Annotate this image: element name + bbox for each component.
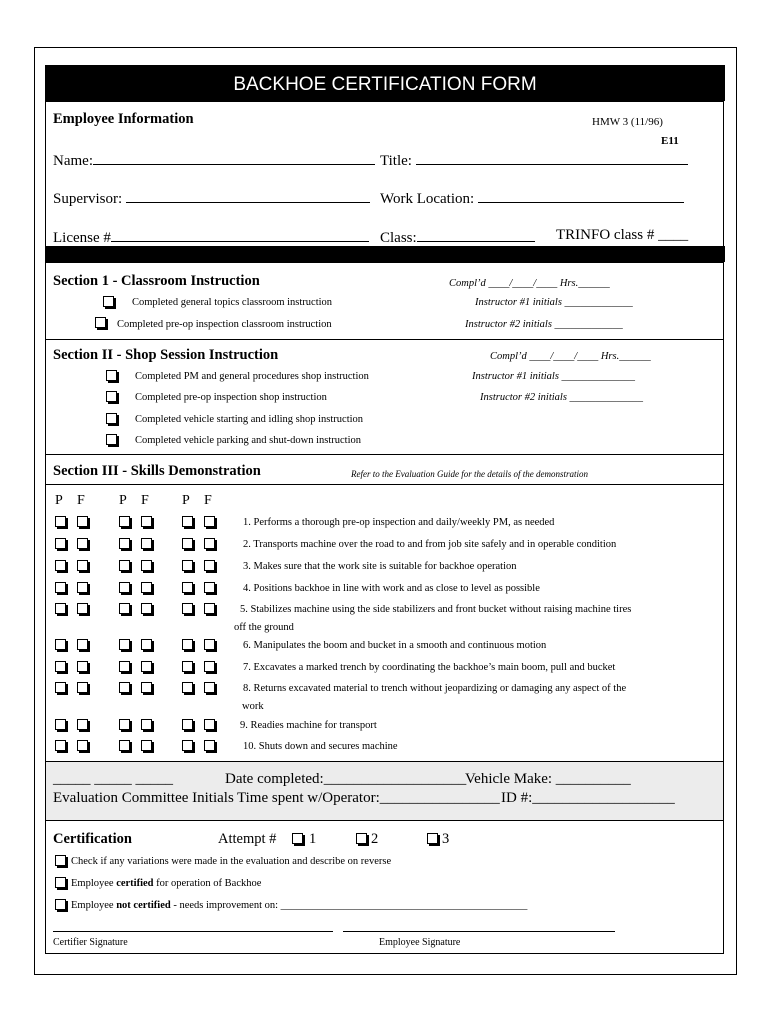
section2-item-1: Completed PM and general procedures shop instruction [135,371,369,382]
skill-item-7: 7. Excavates a marked trench by coordinating the backhoe’s main boom, pull and bucket [243,662,616,673]
skill-10-fail-checkbox-2[interactable] [141,740,152,751]
variations-checkbox[interactable] [55,855,66,866]
skill-6-pass-checkbox-1[interactable] [55,639,66,650]
skill-7-pass-checkbox-2[interactable] [119,661,130,672]
name-row [53,150,375,170]
skill-8-fail-checkbox-3[interactable] [204,682,215,693]
not-certified-checkbox[interactable] [55,899,66,910]
certification-heading: Certification [53,831,132,847]
skill-item-3: 3. Makes sure that the work site is suitable for backhoe operation [243,561,517,572]
skill-8-pass-checkbox-3[interactable] [182,682,193,693]
certified-label [71,878,261,889]
skill-5-pass-checkbox-2[interactable] [119,603,130,614]
skill-9-fail-checkbox-3[interactable] [204,719,215,730]
form-code: HMW 3 (11/96) [592,116,663,128]
skill-item-8: 8. Returns excavated material to trench without jeopardizing or damaging any aspect of the [243,683,627,694]
section2-checkbox-3[interactable] [106,413,117,424]
attempt-3-label: 3 [442,831,450,847]
name-field[interactable] [93,150,375,165]
skill-3-fail-checkbox-1[interactable] [77,560,88,571]
form-id: E11 [661,135,679,147]
title-field[interactable] [416,150,688,165]
not-certified-pre: Employee [71,900,117,911]
initial-blanks[interactable]: _____ _____ _____ [53,771,173,787]
skill-5-fail-checkbox-2[interactable] [141,603,152,614]
section3-note: Refer to the Evaluation Guide for the details of the demonstration [351,469,588,479]
attempt-2-checkbox[interactable] [356,833,367,844]
skill-10-pass-checkbox-3[interactable] [182,740,193,751]
attempt-2-label: 2 [371,831,379,847]
skill-item-5-continued: off the ground [234,622,294,633]
variations-label: Check if any variations were made in the evaluation and describe on reverse [71,856,392,867]
certified-checkbox[interactable] [55,877,66,888]
skill-7-fail-checkbox-3[interactable] [204,661,215,672]
form-title: BACKHOE CERTIFICATION FORM [45,65,725,101]
employee-info-heading: Employee Information [53,111,194,127]
certified-bold: certified [116,878,154,889]
skill-1-fail-checkbox-2[interactable] [141,516,152,527]
skill-2-pass-checkbox-3[interactable] [182,538,193,549]
skill-item-8-continued: work [242,701,264,712]
section1-checkbox-1[interactable] [103,296,114,307]
section2-instructor-1[interactable]: Instructor #1 initials ______________ [472,371,636,382]
pf-header-fail-2: F [141,493,149,508]
skill-2-pass-checkbox-2[interactable] [119,538,130,549]
pf-header-pass-3: P [182,493,190,508]
skill-9-fail-checkbox-1[interactable] [77,719,88,730]
pf-header-pass-1: P [55,493,63,508]
skill-3-fail-checkbox-3[interactable] [204,560,215,571]
skill-3-pass-checkbox-2[interactable] [119,560,130,571]
pf-header-pass-2: P [119,493,127,508]
skill-1-fail-checkbox-3[interactable] [204,516,215,527]
skill-5-pass-checkbox-1[interactable] [55,603,66,614]
certifier-signature-line[interactable] [53,931,333,932]
skill-5-fail-checkbox-1[interactable] [77,603,88,614]
section2-completed[interactable]: Compl’d ____/____/____ Hrs.______ [490,351,651,362]
skill-7-pass-checkbox-3[interactable] [182,661,193,672]
skill-1-pass-checkbox-1[interactable] [55,516,66,527]
pf-header-fail-3: F [204,493,212,508]
skill-9-pass-checkbox-3[interactable] [182,719,193,730]
attempt-1-label: 1 [309,831,317,847]
skill-7-fail-checkbox-1[interactable] [77,661,88,672]
name-label: Name: [53,153,93,169]
skill-5-pass-checkbox-3[interactable] [182,603,193,614]
section2-item-4: Completed vehicle parking and shut-down instruction [135,435,361,446]
section2-heading: Section II - Shop Session Instruction [53,347,279,363]
skill-8-fail-checkbox-1[interactable] [77,682,88,693]
supervisor-label: Supervisor: [53,191,123,207]
skill-3-fail-checkbox-2[interactable] [141,560,152,571]
skill-8-pass-checkbox-1[interactable] [55,682,66,693]
committee-initials-label: Evaluation Committee Initials [53,790,234,806]
pf-header-fail-1: F [77,493,85,508]
id-field[interactable]: ID #:___________________ [501,790,675,806]
skill-3-pass-checkbox-3[interactable] [182,560,193,571]
section3-heading: Section III - Skills Demonstration [53,463,261,479]
skill-10-pass-checkbox-2[interactable] [119,740,130,751]
attempt-label: Attempt # [218,831,277,847]
skill-4-fail-checkbox-3[interactable] [204,582,215,593]
skill-2-pass-checkbox-1[interactable] [55,538,66,549]
certifier-signature-label: Certifier Signature [53,937,128,948]
skill-4-pass-checkbox-3[interactable] [182,582,193,593]
skill-9-pass-checkbox-2[interactable] [119,719,130,730]
skill-item-6: 6. Manipulates the boom and bucket in a smooth and continuous motion [243,640,547,651]
section1-heading: Section 1 - Classroom Instruction [53,273,260,289]
license-row [53,227,369,247]
date-completed[interactable]: Date completed:___________________ [225,771,467,787]
skill-5-fail-checkbox-3[interactable] [204,603,215,614]
skill-1-fail-checkbox-1[interactable] [77,516,88,527]
not-certified-label [71,900,527,911]
section1-completed[interactable]: Compl’d ____/____/____ Hrs.______ [449,278,610,289]
class-label: Class: [380,230,417,246]
not-certified-bold: not certified [116,900,171,911]
skill-2-fail-checkbox-2[interactable] [141,538,152,549]
class-field[interactable] [417,227,535,242]
section2-checkbox-4[interactable] [106,434,117,445]
trinfo-label[interactable]: TRINFO class # ____ [556,227,689,243]
license-label: License # [53,230,111,246]
skill-6-fail-checkbox-2[interactable] [141,639,152,650]
section1-item-2: Completed pre-op inspection classroom instruction [117,319,332,330]
skill-8-pass-checkbox-2[interactable] [119,682,130,693]
skill-7-pass-checkbox-1[interactable] [55,661,66,672]
certified-post: for operation of Backhoe [153,878,262,889]
employee-signature-line[interactable] [343,931,615,932]
employee-signature-label: Employee Signature [379,937,461,948]
skill-item-5: 5. Stabilizes machine using the side stabilizers and front bucket without raising machine tires [240,604,632,615]
title-row [380,150,688,170]
section2-checkbox-2[interactable] [106,391,117,402]
time-spent[interactable]: Time spent w/Operator:________________ [237,790,500,806]
skill-3-pass-checkbox-1[interactable] [55,560,66,571]
title-label: Title: [380,153,412,169]
skill-item-10: 10. Shuts down and secures machine [243,741,398,752]
section1-item-1: Completed general topics classroom instruction [132,297,333,308]
skill-6-fail-checkbox-3[interactable] [204,639,215,650]
certified-pre: Employee [71,878,117,889]
skill-6-pass-checkbox-2[interactable] [119,639,130,650]
work-location-field[interactable] [478,188,684,203]
skill-10-fail-checkbox-1[interactable] [77,740,88,751]
skill-10-fail-checkbox-3[interactable] [204,740,215,751]
skill-item-2: 2. Transports machine over the road to and from job site safely and in operable condition [243,539,617,550]
skill-item-1: 1. Performs a thorough pre-op inspection and daily/weekly PM, as needed [243,517,555,528]
skill-1-pass-checkbox-2[interactable] [119,516,130,527]
license-field[interactable] [111,227,369,242]
section-divider [45,339,724,340]
skill-8-fail-checkbox-2[interactable] [141,682,152,693]
skill-item-9: 9. Readies machine for transport [240,720,377,731]
skill-4-fail-checkbox-1[interactable] [77,582,88,593]
skill-6-pass-checkbox-3[interactable] [182,639,193,650]
work-location-label: Work Location: [380,191,475,207]
class-row [380,227,535,247]
section2-item-2: Completed pre-op inspection shop instruction [135,392,327,403]
skills-divider [45,484,724,485]
skill-7-fail-checkbox-2[interactable] [141,661,152,672]
attempt-3-checkbox[interactable] [427,833,438,844]
section1-instructor-1[interactable]: Instructor #1 initials _____________ [475,297,633,308]
not-certified-post[interactable]: - needs improvement on: _______________________________________________ [170,900,528,911]
skill-4-fail-checkbox-2[interactable] [141,582,152,593]
skill-6-fail-checkbox-1[interactable] [77,639,88,650]
supervisor-row [53,188,370,208]
skill-10-pass-checkbox-1[interactable] [55,740,66,751]
work-location-row [380,188,684,208]
skill-item-4: 4. Positions backhoe in line with work and as close to level as possible [243,583,540,594]
skill-4-pass-checkbox-1[interactable] [55,582,66,593]
skill-2-fail-checkbox-1[interactable] [77,538,88,549]
skill-1-pass-checkbox-3[interactable] [182,516,193,527]
skill-4-pass-checkbox-2[interactable] [119,582,130,593]
attempt-1-checkbox[interactable] [292,833,303,844]
skill-2-fail-checkbox-3[interactable] [204,538,215,549]
section1-checkbox-2[interactable] [95,317,106,328]
section2-instructor-2[interactable]: Instructor #2 initials ______________ [480,392,644,403]
section2-checkbox-1[interactable] [106,370,117,381]
skill-9-fail-checkbox-2[interactable] [141,719,152,730]
supervisor-field[interactable] [126,188,370,203]
separator-bar [45,246,725,262]
section1-instructor-2[interactable]: Instructor #2 initials _____________ [465,319,623,330]
section2-item-3: Completed vehicle starting and idling shop instruction [135,414,364,425]
vehicle-make[interactable]: Vehicle Make: __________ [465,771,631,787]
skill-9-pass-checkbox-1[interactable] [55,719,66,730]
